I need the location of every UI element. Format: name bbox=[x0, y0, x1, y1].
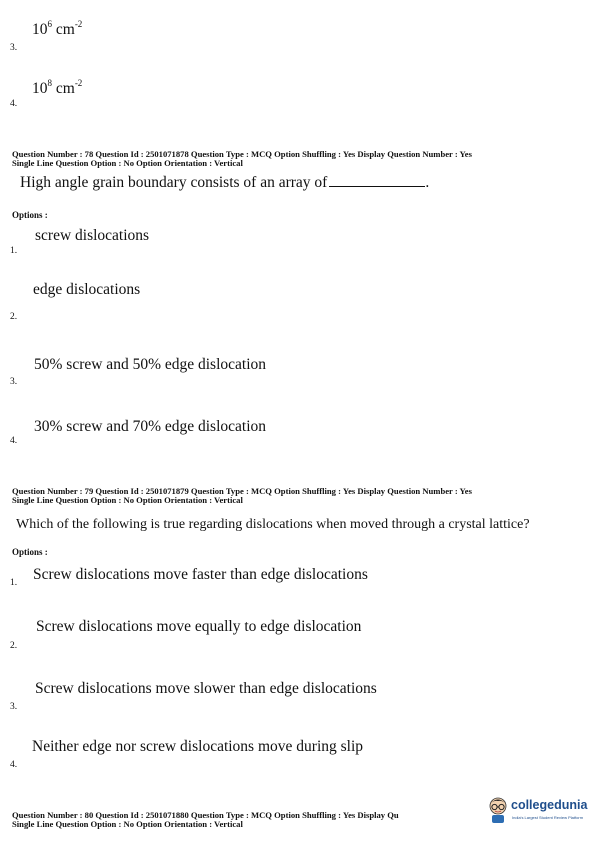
q79-question-text: Which of the following is true regarding dislocations when moved through a crystal lattice? bbox=[16, 517, 530, 532]
q79-option-4-text: Neither edge nor screw dislocations move during slip bbox=[32, 738, 364, 755]
q79-option-3-text: Screw dislocations move slower than edge dislocations bbox=[35, 680, 377, 697]
q78-option-4-number: 4. bbox=[10, 436, 18, 446]
prev-option-4-text: $10^8$ $cm^{-2}$ bbox=[32, 78, 83, 97]
q78-option-3-number: 3. bbox=[10, 377, 18, 387]
q78-question-text: High angle grain boundary consists of an array of . bbox=[20, 174, 430, 191]
q78-option-3-text: 50% screw and 50% edge dislocation bbox=[34, 356, 267, 373]
q79-option-1-text: Screw dislocations move faster than edge dislocations bbox=[33, 566, 368, 583]
logo-tagline: India's Largest Student Review Platform bbox=[512, 815, 584, 820]
answer-blank bbox=[329, 174, 425, 187]
q79-option-1-number: 1. bbox=[10, 578, 18, 588]
q78-meta-line2: Single Line Question Option : No Option Orientation : Vertical bbox=[12, 158, 243, 168]
q80-meta-line2: Single Line Question Option : No Option Orientation : Vertical bbox=[12, 819, 243, 829]
q79-option-2-number: 2. bbox=[10, 641, 18, 651]
prev-option-4-number: 4. bbox=[10, 99, 18, 109]
q79-meta-line2: Single Line Question Option : No Option Orientation : Vertical bbox=[12, 495, 243, 505]
q79-option-4-number: 4. bbox=[10, 760, 18, 770]
q78-meta-line1: Question Number : 78 Question Id : 2501071878 Question Type : MCQ Option Shuffling : Yes Display Question Number : Yes bbox=[12, 149, 472, 159]
q79-meta-line1: Question Number : 79 Question Id : 2501071879 Question Type : MCQ Option Shuffling : Yes Display Question Number : Yes bbox=[12, 486, 472, 496]
mascot-icon bbox=[487, 796, 509, 824]
q80-meta-line1: Question Number : 80 Question Id : 2501071880 Question Type : MCQ Option Shuffling : Yes Display Qu bbox=[12, 810, 399, 820]
collegedunia-logo bbox=[487, 796, 592, 828]
q78-option-4-text: 30% screw and 70% edge dislocation bbox=[34, 418, 267, 435]
q78-option-1-number: 1. bbox=[10, 246, 18, 256]
prev-option-3-text: $10^6$ $cm^{-2}$ bbox=[32, 19, 83, 38]
logo-wordmark: collegedunia bbox=[511, 798, 588, 812]
q78-option-2-text: edge dislocations bbox=[33, 281, 141, 298]
q78-options-label: Options : bbox=[12, 210, 48, 220]
prev-option-3-number: 3. bbox=[10, 43, 18, 53]
q78-option-1-text: screw dislocations bbox=[35, 227, 150, 244]
q79-options-label: Options : bbox=[12, 547, 48, 557]
q78-option-2-number: 2. bbox=[10, 312, 18, 322]
q79-option-3-number: 3. bbox=[10, 702, 18, 712]
q79-option-2-text: Screw dislocations move equally to edge dislocation bbox=[36, 618, 362, 635]
